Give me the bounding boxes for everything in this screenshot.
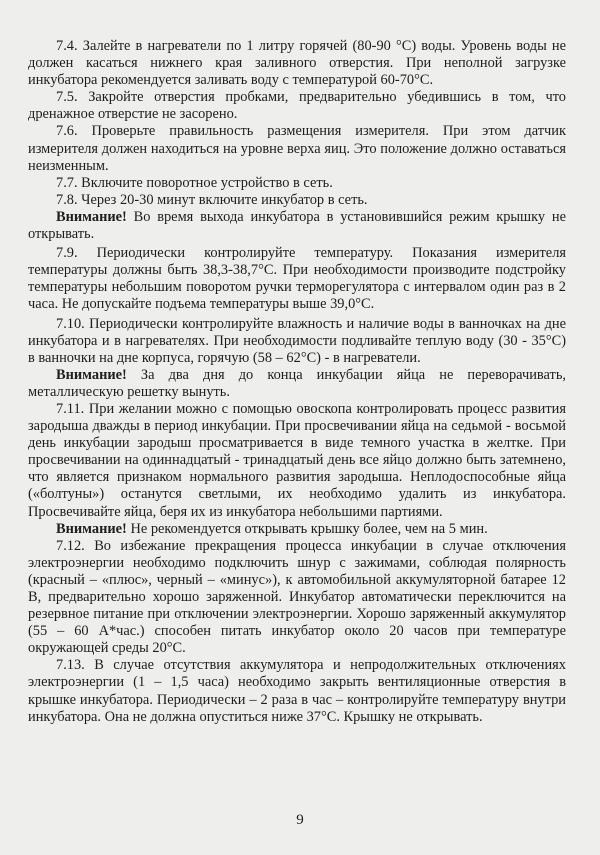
paragraph-7-5: 7.5. Закройте отверстия пробками, предварительно убедившись в том, что дренажное отверстие не засорено. xyxy=(28,89,566,123)
warning-1: Внимание! Во время выхода инкубатора в установившийся режим крышку не открывать. xyxy=(28,208,566,243)
paragraph-7-11: 7.11. При желании можно с помощью овоскопа контролировать процесс развития зародыша дважды в период инкубации. При просвечивании яйца на седьмой - восьмой день инкубации зародыш просматривается в виде темного участка в желтке. При просвечивании на одиннадцатый - тринадцатый день все яйцо должно быть затемнено, что является признаком нормального развития зародыша. Неплодоспособные яйца («болтуны») останутся светлыми, их необходимо удалить из инкубатора. Просвечивайте яйца, беря их из инкубатора небольшими партиями. xyxy=(28,400,566,520)
paragraph-7-8: 7.8. Через 20-30 минут включите инкубатор в сеть. xyxy=(56,191,368,208)
document-body xyxy=(28,38,566,726)
warning-label: Внимание! xyxy=(56,520,127,537)
warning-label: Внимание! xyxy=(56,366,127,383)
paragraph-7-7: 7.7. Включите поворотное устройство в сеть. xyxy=(56,174,333,191)
page-number: 9 xyxy=(296,812,304,828)
warning-3: Внимание! Не рекомендуется открывать крышку более, чем на 5 мин. xyxy=(56,520,488,537)
paragraph-7-10: 7.10. Периодически контролируйте влажность и наличие воды в ванночках на дне инкубатора и в нагревателях. При необходимости подливайте теплую воду (30 - 35°С) в ванночки на дне корпуса, горячую (58 – 62°С) - в нагреватели. xyxy=(28,315,566,366)
warning-2: Внимание! За два дня до конца инкубации яйца не переворачивать, металлическую решетку вынуть. xyxy=(28,366,566,400)
paragraph-7-9: 7.9. Периодически контролируйте температуру. Показания измерителя температуры должны быть 38,3-38,7°С. При необходимости производите подстройку температуры небольшим поворотом ручки терморегулятора с интервалом один раз в 2 часа. Не допускайте подъема температуры выше 39,0°С. xyxy=(28,245,566,313)
paragraph-7-4: 7.4. Залейте в нагреватели по 1 литру горячей (80-90 °С) воды. Уровень воды не должен касаться нижнего края заливного отверстия. При неполной загрузке инкубатора рекомендуется заливать воду с температурой 60-70°С. xyxy=(28,38,566,89)
paragraph-7-13: 7.13. В случае отсутствия аккумулятора и непродолжительных отключениях электроэнергии (1 – 1,5 часа) необходимо закрыть вентиляционные отверстия в крышке инкубатора. Периодически – 2 раза в час – контролируйте температуру внутри инкубатора. Она не должна опуститься ниже 37°С. Крышку не открывать. xyxy=(28,657,566,725)
warning-label: Внимание! xyxy=(56,208,127,225)
paragraph-7-12: 7.12. Во избежание прекращения процесса инкубации в случае отключения электроэнергии необходимо подключить шнур с зажимами, соблюдая полярность (красный – «плюс», черный – «минус»), к автомобильной аккумуляторной батарее 12 В, предварительно хорошо заряженной. Инкубатор автоматически переключится на резервное питание при отключении электроэнергии. Хорошо заряженный аккумулятор (55 – 60 А*час.) способен питать инкубатор около 20 часов при температуре окружающей среды 20°С. xyxy=(28,537,566,657)
paragraph-7-6: 7.6. Проверьте правильность размещения измерителя. При этом датчик измерителя должен находиться на уровне верха яиц. Это положение должно оставаться неизменным. xyxy=(28,123,566,174)
